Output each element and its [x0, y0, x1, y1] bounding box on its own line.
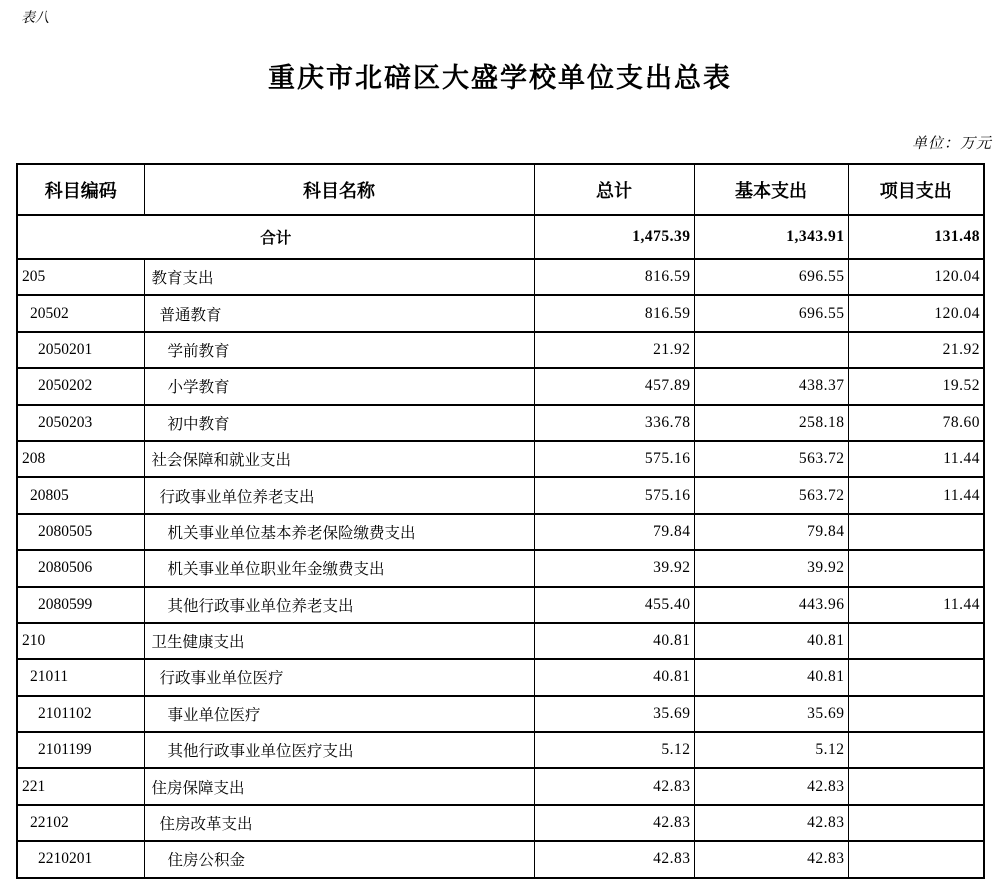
table-row — [17, 477, 984, 513]
total-cell: 40.81 — [534, 659, 694, 695]
total-cell: 39.92 — [534, 550, 694, 586]
basic-expense-cell: 443.96 — [694, 587, 848, 623]
total-cell: 42.83 — [534, 768, 694, 804]
table-row — [17, 659, 984, 695]
grand-total-row — [17, 215, 984, 259]
project-expense-cell — [848, 696, 984, 732]
subject-code-cell: 2101102 — [17, 696, 144, 732]
project-expense-cell: 120.04 — [848, 259, 984, 295]
subject-code-cell: 2210201 — [17, 841, 144, 877]
basic-expense-cell: 40.81 — [694, 623, 848, 659]
unit-note: 单位：万元 — [911, 136, 992, 152]
project-expense-cell: 11.44 — [848, 441, 984, 477]
table-row — [17, 550, 984, 586]
basic-expense-cell: 42.83 — [694, 768, 848, 804]
basic-expense-cell: 5.12 — [694, 732, 848, 768]
table-row — [17, 805, 984, 841]
project-expense-cell: 11.44 — [848, 477, 984, 513]
subject-name-cell: 机关事业单位基本养老保险缴费支出 — [144, 514, 534, 550]
table-row — [17, 441, 984, 477]
column-header-subject-code: 科目编码 — [17, 164, 144, 215]
table-row — [17, 259, 984, 295]
subject-code-cell: 20502 — [17, 295, 144, 331]
basic-expense-cell: 696.55 — [694, 295, 848, 331]
project-expense-cell — [848, 550, 984, 586]
basic-expense-cell: 39.92 — [694, 550, 848, 586]
total-cell: 5.12 — [534, 732, 694, 768]
project-expense-cell: 78.60 — [848, 405, 984, 441]
basic-expense-cell: 258.18 — [694, 405, 848, 441]
basic-expense-cell: 563.72 — [694, 441, 848, 477]
subject-code-cell: 2080599 — [17, 587, 144, 623]
total-cell: 816.59 — [534, 259, 694, 295]
column-header-subject-name: 科目名称 — [144, 164, 534, 215]
subject-code-cell: 2050203 — [17, 405, 144, 441]
subject-code-cell: 2050202 — [17, 368, 144, 404]
table-row — [17, 587, 984, 623]
subject-name-cell: 小学教育 — [144, 368, 534, 404]
project-expense-cell — [848, 841, 984, 877]
subject-name-cell: 社会保障和就业支出 — [144, 441, 534, 477]
basic-expense-cell: 563.72 — [694, 477, 848, 513]
basic-expense-cell: 42.83 — [694, 805, 848, 841]
total-cell: 79.84 — [534, 514, 694, 550]
total-cell: 21.92 — [534, 332, 694, 368]
subject-name-cell: 住房公积金 — [144, 841, 534, 877]
table-row — [17, 841, 984, 877]
subject-name-cell: 机关事业单位职业年金缴费支出 — [144, 550, 534, 586]
subject-code-cell: 20805 — [17, 477, 144, 513]
total-cell: 336.78 — [534, 405, 694, 441]
column-header-project-expense: 项目支出 — [848, 164, 984, 215]
subject-code-cell: 208 — [17, 441, 144, 477]
project-expense-cell — [848, 514, 984, 550]
table-row — [17, 368, 984, 404]
subject-code-cell: 2050201 — [17, 332, 144, 368]
subject-name-cell: 卫生健康支出 — [144, 623, 534, 659]
subject-name-cell: 行政事业单位医疗 — [144, 659, 534, 695]
total-cell: 575.16 — [534, 441, 694, 477]
header-row — [17, 164, 984, 215]
total-cell: 40.81 — [534, 623, 694, 659]
sheet-number-label: 表八 — [21, 11, 49, 26]
project-expense-cell: 11.44 — [848, 587, 984, 623]
grand-total-total-cell: 1,475.39 — [534, 215, 694, 259]
subject-name-cell: 其他行政事业单位养老支出 — [144, 587, 534, 623]
subject-name-cell: 初中教育 — [144, 405, 534, 441]
grand-total-basic-cell: 1,343.91 — [694, 215, 848, 259]
table-row — [17, 514, 984, 550]
column-header-total: 总计 — [534, 164, 694, 215]
basic-expense-cell: 35.69 — [694, 696, 848, 732]
subject-code-cell: 2080506 — [17, 550, 144, 586]
expenditure-table — [16, 163, 985, 879]
table-body — [17, 215, 984, 878]
subject-code-cell: 21011 — [17, 659, 144, 695]
basic-expense-cell: 79.84 — [694, 514, 848, 550]
project-expense-cell — [848, 659, 984, 695]
basic-expense-cell: 40.81 — [694, 659, 848, 695]
basic-expense-cell: 696.55 — [694, 259, 848, 295]
project-expense-cell — [848, 732, 984, 768]
project-expense-cell: 19.52 — [848, 368, 984, 404]
table-row — [17, 332, 984, 368]
project-expense-cell: 120.04 — [848, 295, 984, 331]
basic-expense-cell: 438.37 — [694, 368, 848, 404]
subject-code-cell: 205 — [17, 259, 144, 295]
grand-total-label: 合计 — [17, 215, 534, 259]
project-expense-cell — [848, 768, 984, 804]
grand-total-project-cell: 131.48 — [848, 215, 984, 259]
subject-code-cell: 2101199 — [17, 732, 144, 768]
total-cell: 457.89 — [534, 368, 694, 404]
subject-name-cell: 住房保障支出 — [144, 768, 534, 804]
column-header-basic-expense: 基本支出 — [694, 164, 848, 215]
total-cell: 575.16 — [534, 477, 694, 513]
subject-code-cell: 210 — [17, 623, 144, 659]
total-cell: 816.59 — [534, 295, 694, 331]
project-expense-cell: 21.92 — [848, 332, 984, 368]
subject-name-cell: 教育支出 — [144, 259, 534, 295]
table-header — [17, 164, 984, 215]
project-expense-cell — [848, 623, 984, 659]
subject-name-cell: 其他行政事业单位医疗支出 — [144, 732, 534, 768]
table-row — [17, 732, 984, 768]
subject-code-cell: 22102 — [17, 805, 144, 841]
subject-name-cell: 住房改革支出 — [144, 805, 534, 841]
basic-expense-cell — [694, 332, 848, 368]
subject-code-cell: 221 — [17, 768, 144, 804]
table-row — [17, 405, 984, 441]
page-title: 重庆市北碚区大盛学校单位支出总表 — [268, 63, 732, 93]
subject-code-cell: 2080505 — [17, 514, 144, 550]
total-cell: 42.83 — [534, 841, 694, 877]
table-row — [17, 696, 984, 732]
table-row — [17, 623, 984, 659]
total-cell: 42.83 — [534, 805, 694, 841]
table-row — [17, 768, 984, 804]
subject-name-cell: 事业单位医疗 — [144, 696, 534, 732]
subject-name-cell: 行政事业单位养老支出 — [144, 477, 534, 513]
basic-expense-cell: 42.83 — [694, 841, 848, 877]
project-expense-cell — [848, 805, 984, 841]
total-cell: 455.40 — [534, 587, 694, 623]
total-cell: 35.69 — [534, 696, 694, 732]
table-row — [17, 295, 984, 331]
subject-name-cell: 学前教育 — [144, 332, 534, 368]
subject-name-cell: 普通教育 — [144, 295, 534, 331]
